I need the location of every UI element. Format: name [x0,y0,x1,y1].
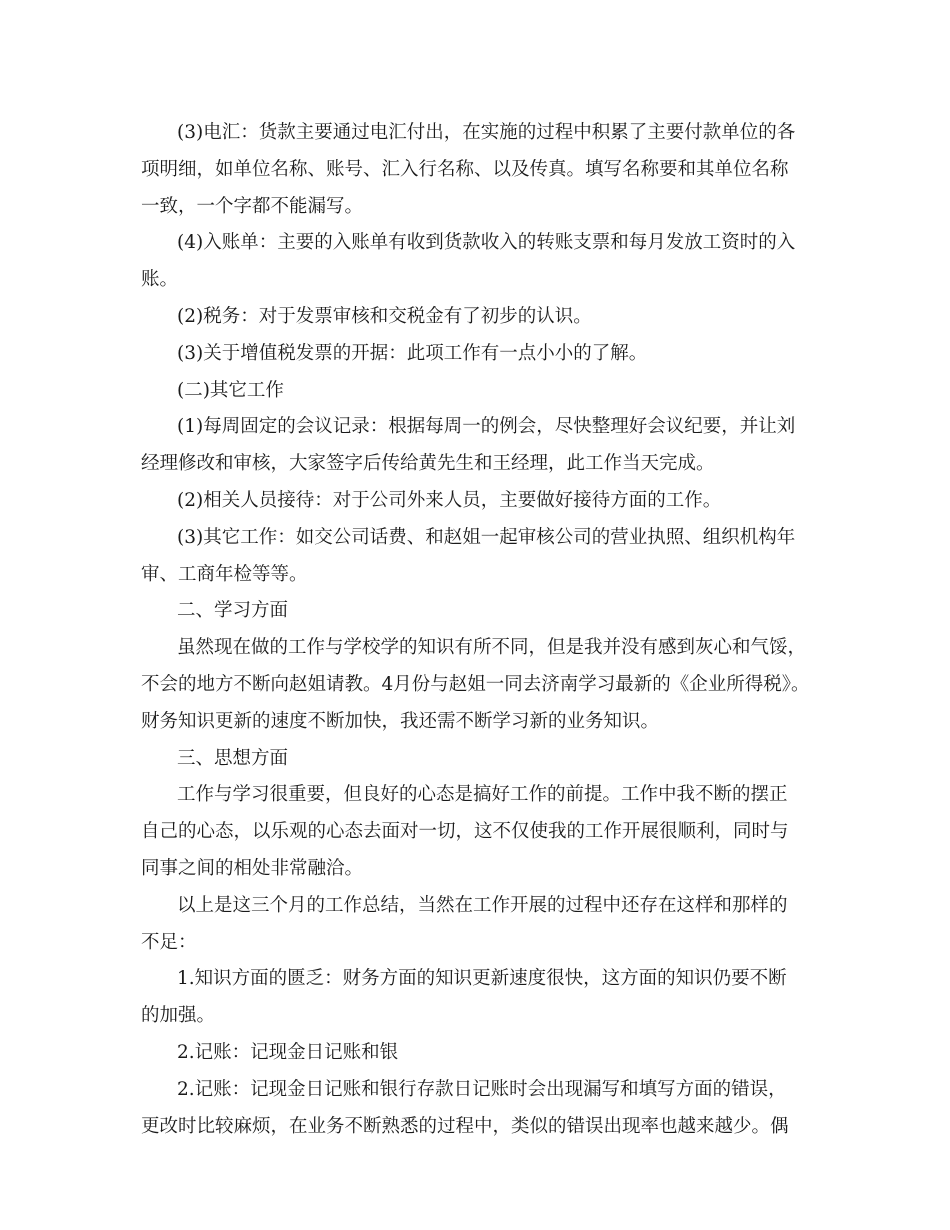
paragraph-line: 虽然现在做的工作与学校学的知识有所不同，但是我并没有感到灰心和气馁， [177,637,807,659]
paragraph-line: 财务知识更新的速度不断加快，我还需不断学习新的业务知识。 [141,710,660,732]
section-heading: (二)其它工作 [177,379,284,401]
document-body [141,115,821,1145]
paragraph-line: (3)电汇：货款主要通过电汇付出，在实施的过程中积累了主要付款单位的各 [177,122,796,143]
paragraph-line: (2)税务：对于发票审核和交税金有了初步的认识。 [177,305,592,327]
paragraph-line: (1)每周固定的会议记录：根据每周一的例会，尽快整理好会议纪要，并让刘 [177,416,796,438]
paragraph-line: (2)相关人员接待：对于公司外来人员，主要做好接待方面的工作。 [177,489,722,511]
paragraph-line: 自己的心态，以乐观的心态去面对一切，这不仅使我的工作开展很顺利，同时与 [141,821,789,843]
paragraph-line: 更改时比较麻烦，在业务不断熟悉的过程中，类似的错误出现率也越来越少。偶 [141,1115,789,1137]
paragraph-line: 账。 [141,269,179,291]
paragraph-line: 2.记账：记现金日记账和银 [177,1041,399,1063]
paragraph-line: 不会的地方不断向赵姐请教。4月份与赵姐一同去济南学习最新的《企业所得税》。 [141,673,810,695]
section-heading: 三、思想方面 [177,747,289,769]
paragraph-line: 2.记账：记现金日记账和银行存款日记账时会出现漏写和填写方面的错误， [177,1078,787,1100]
paragraph-line: 1.知识方面的匮乏：财务方面的知识更新速度很快，这方面的知识仍要不断 [177,968,787,990]
paragraph-line: 不足： [141,931,197,953]
paragraph-line: (3)关于增值税发票的开据：此项工作有一点小小的了解。 [177,342,648,364]
paragraph-line: 的加强。 [141,1005,216,1027]
paragraph-line: 项明细，如单位名称、账号、汇入行名称、以及传真。填写名称要和其单位名称 [141,158,789,180]
paragraph-line: 以上是这三个月的工作总结，当然在工作开展的过程中还存在这样和那样的 [177,894,788,916]
paragraph-line: 工作与学习很重要，但良好的心态是搞好工作的前提。工作中我不断的摆正 [177,784,788,806]
paragraph-line: 审、工商年检等等。 [141,563,308,585]
paragraph-line: 同事之间的相处非常融洽。 [141,857,364,879]
paragraph-line: 经理修改和审核，大家签字后传给黄先生和王经理，此工作当天完成。 [141,453,715,475]
paragraph-line: 一致，一个字都不能漏写。 [141,195,364,217]
paragraph-line: (3)其它工作：如交公司话费、和赵姐一起审核公司的营业执照、组织机构年 [177,526,796,548]
paragraph-line: (4)入账单：主要的入账单有收到货款收入的转账支票和每月发放工资时的入 [177,232,796,254]
section-heading: 二、学习方面 [177,600,289,622]
